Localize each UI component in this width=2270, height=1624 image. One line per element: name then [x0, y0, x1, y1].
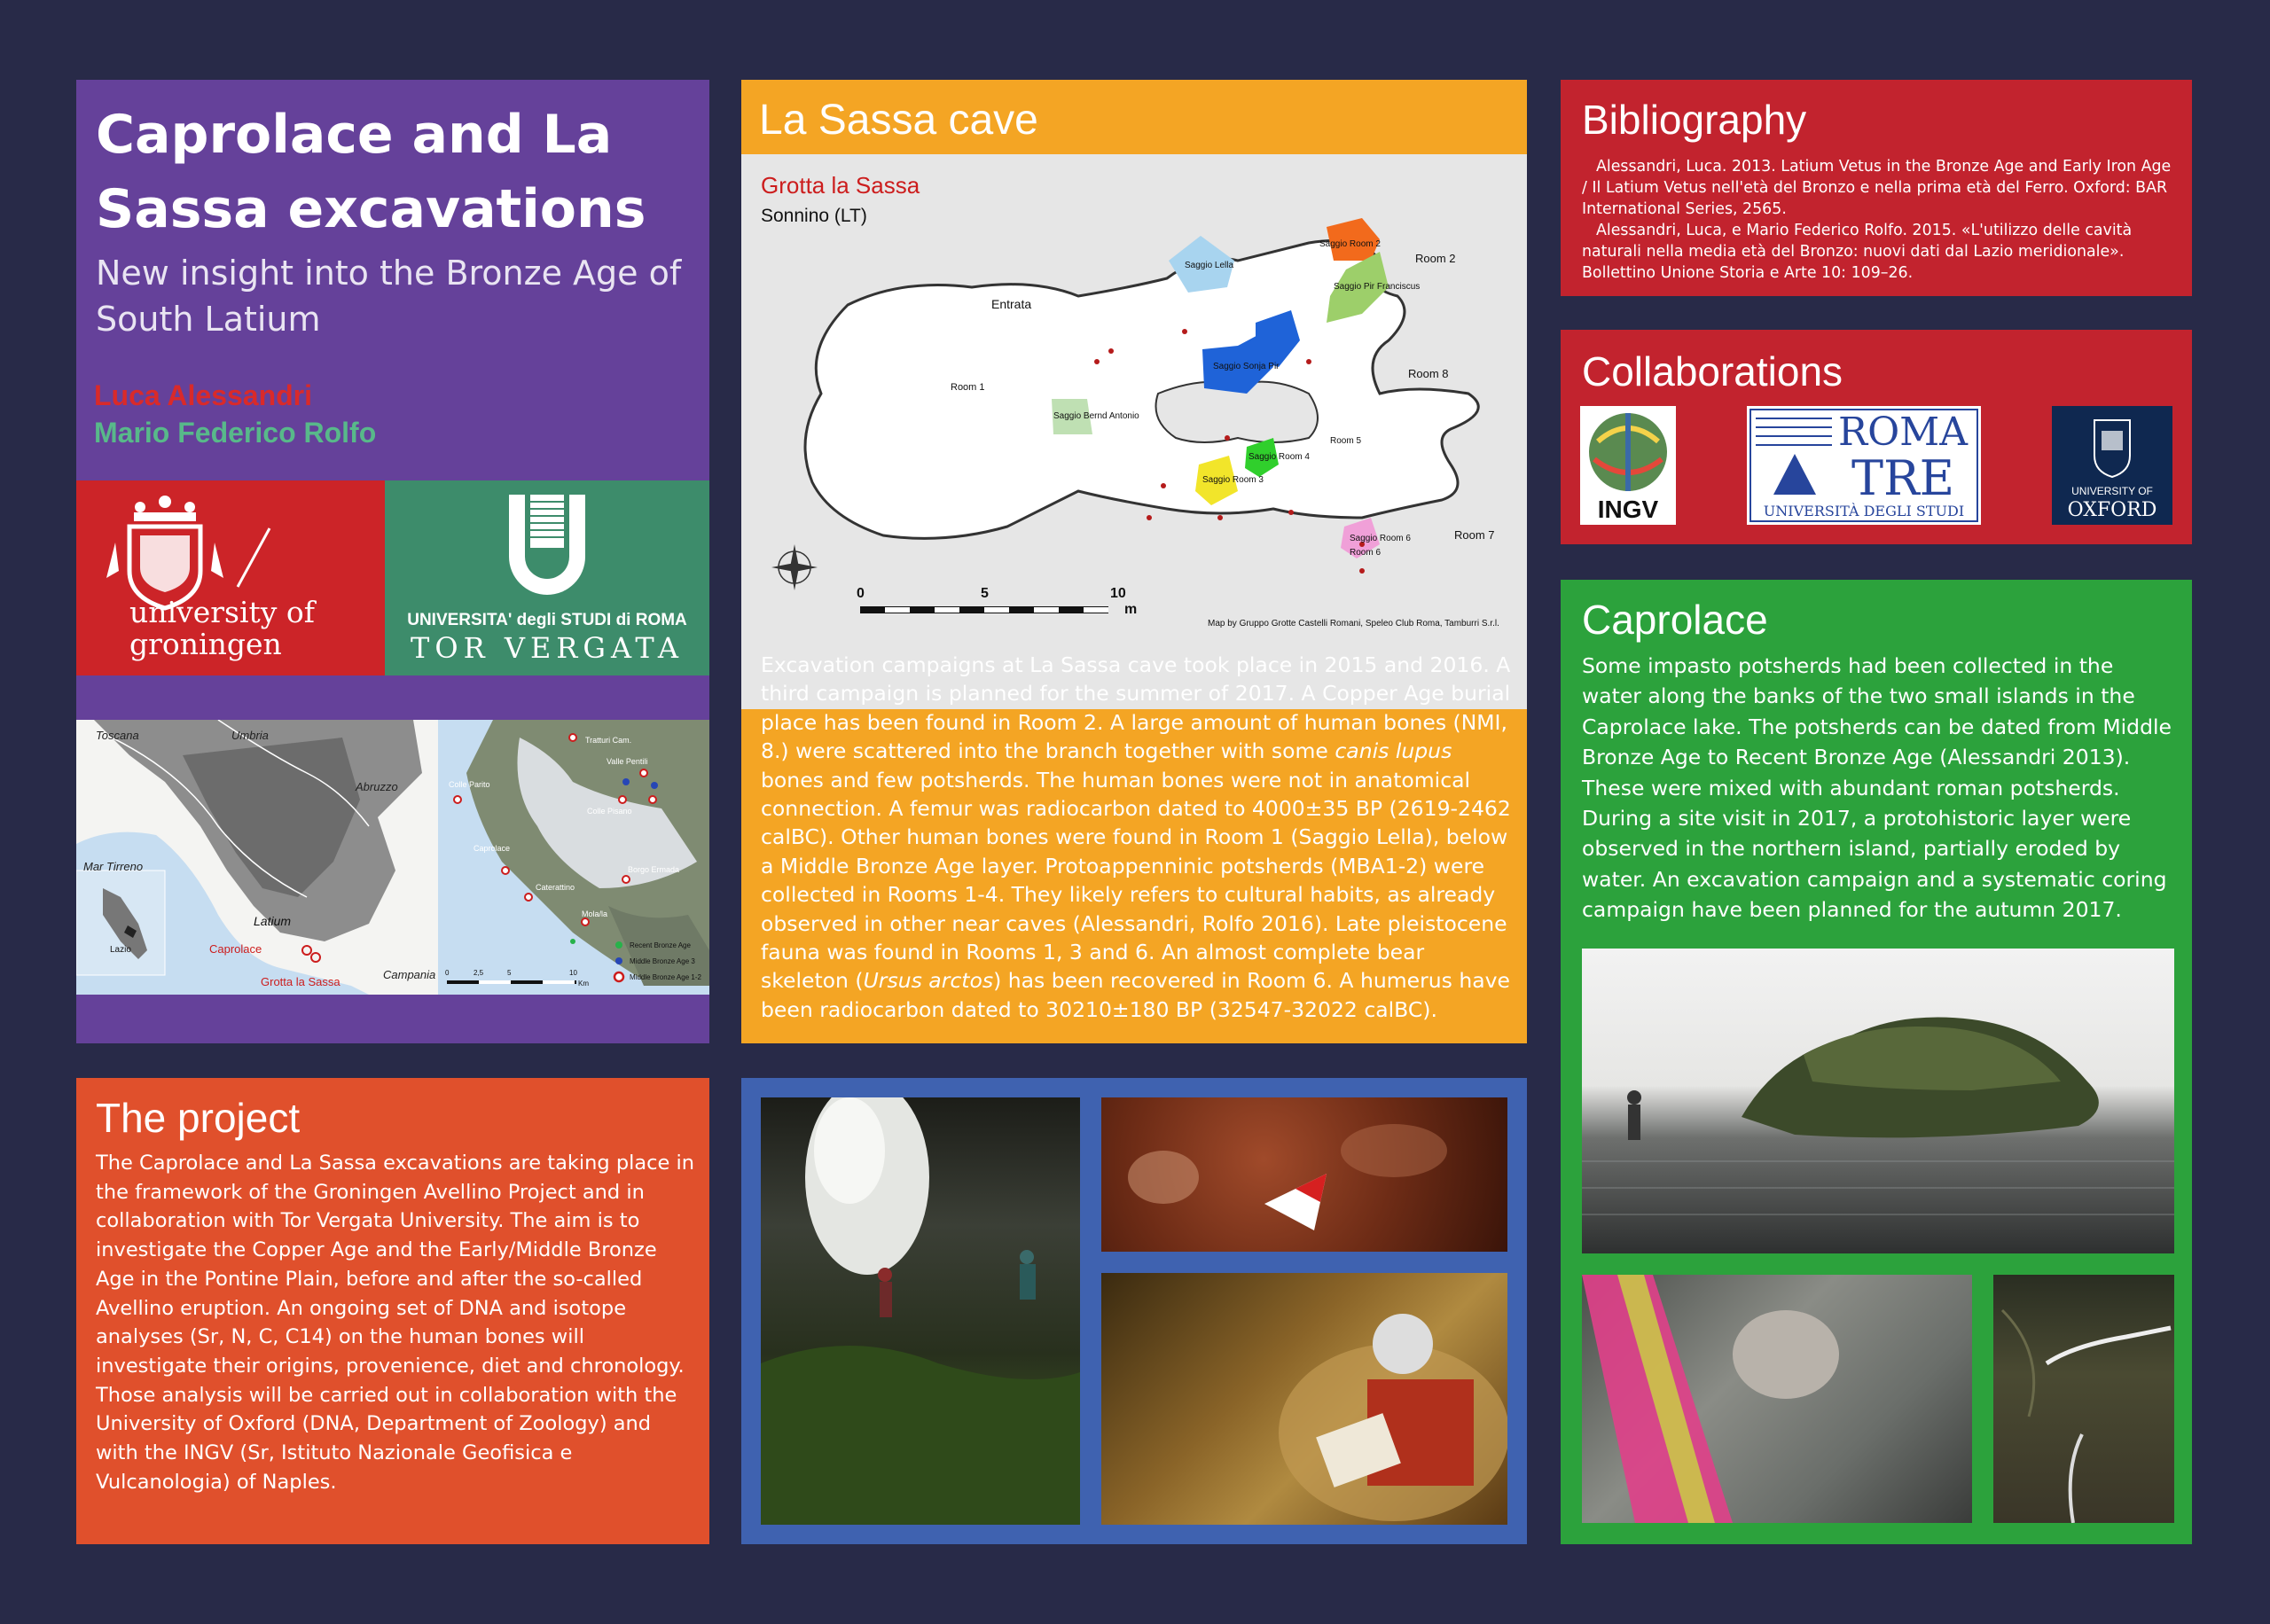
ingv-logo	[1580, 406, 1676, 525]
room-5-label: Room 5	[1330, 436, 1362, 446]
project-body-text: The Caprolace and La Sassa excavations are taking place in the framework of the Groningen Avellino Project and in collaboration with Tor Vergata University. The aim is to investigate the Copper Age and the Early/Middle Bronze Age in the Pontine Plain, before and after the so-called Avellino eruption. An ongoing set of DNA and isotope analyses (Sr, N, C, C14) on the human bones will investigate their origins, provenience, diet and chronology. Those analysis will be carried out in collaboration with the University of Oxford (DNA, Department of Zoology) and with the INGV (Sr, Istituto Nazionale Geofisica e Vulcanologia) of Naples.	[96, 1152, 695, 1494]
romatre-universita: UNIVERSITÀ DEGLI STUDI	[1763, 503, 1965, 519]
photo-speleologist	[1101, 1273, 1507, 1525]
map-place-caterattino: Caterattino	[536, 883, 575, 892]
sassa-text-3: ) has been recovered in Room 6. A humerus have been radiocarbon dated to 30210±180 BP (32547-32022 calBC).	[761, 968, 1511, 1022]
room-1-label: Room 1	[951, 382, 985, 393]
map-label-campania: Campania	[383, 968, 436, 981]
compass-rose-icon	[771, 544, 818, 590]
torvergata-logo	[385, 480, 709, 675]
map-label-toscana: Toscana	[96, 729, 139, 742]
romatre-logo	[1747, 406, 1981, 525]
caprolace-body-text: Some impasto potsherds had been collected in the water along the banks of the two small islands in the Caprolace lake. The potsherds can be dated from Middle Bronze Age to Recent Bronze Age (Alessandri 2013). These were mixed with abundant roman potsherds. During a site visit in 2017, a protohistoric layer were observed in the northern island, partially eroded by water. An excavation campaign and a systematic coring campaign have been planned for the autumn 2017.	[1582, 653, 2172, 923]
title-panel	[76, 80, 709, 1043]
scale-5: 5	[507, 969, 512, 977]
map-label-mar-tirreno: Mar Tirreno	[83, 860, 144, 873]
project-panel	[76, 1078, 709, 1544]
map-place-valle-pentili: Valle Pentili	[607, 757, 648, 766]
bibliography-title: Bibliography	[1582, 97, 1807, 143]
room-2-label: Room 2	[1415, 252, 1456, 265]
sassa-panel	[741, 80, 1527, 1043]
oxford-line2: OXFORD	[2067, 499, 2157, 521]
poster-title: Caprolace and La Sassa excavations	[96, 104, 646, 240]
legend-recent-bronze-age: Recent Bronze Age	[630, 941, 691, 949]
sassa-ursus-arctos: Ursus arctos	[863, 968, 994, 994]
groningen-logo	[76, 480, 385, 675]
photo-caprolace-island	[1582, 949, 2174, 1253]
map-place-tratturi: Tratturi Cam.	[585, 736, 632, 745]
legend-middle-bronze-age-1-2: Middle Bronze Age 1-2	[630, 973, 701, 981]
photo-caprolace-section	[1582, 1275, 1972, 1523]
sassa-title: La Sassa cave	[759, 97, 1038, 144]
map-place-colle-pisano: Colle Pisano	[587, 807, 632, 816]
poster-subtitle: New insight into the Bronze Age of South Latium	[96, 254, 682, 339]
bibliography-ref-1: Alessandri, Luca. 2013. Latium Vetus in the Bronze Age and Early Iron Age / Il Latium Vetus nell'età del Bronzo e nella prima età del Ferro. Oxford: BAR International Series, 2565.	[1582, 158, 2172, 218]
sassa-body-text	[761, 651, 1511, 1024]
map-label-lazio: Lazio	[110, 945, 131, 955]
sassa-canis-lupus: canis lupus	[1335, 738, 1452, 764]
saggio-pir-franciscus: Saggio Pir Franciscus	[1334, 282, 1421, 292]
author-2: Mario Federico Rolfo	[94, 417, 377, 449]
torvergata-tower-icon	[385, 480, 709, 675]
groningen-line1: university of	[129, 595, 315, 629]
sassa-text-2: bones and few potsherds. The human bones were not in anatomical connection. A femur was radiocarbon dated to 4000±35 BP (2619-2462 calBC). Other human bones were found in Room 1 (Saggio Lella), below a Middle Bronze Age layer. Protoappenninic potsherds (MBA1-2) were collected in Rooms 1-4. They likely refers to cultural habits, as already observed in other near caves (Alessandri, Rolfo 2016). Late pleistocene fauna was found in Rooms 1, 3 and 6. An almost complete bear skeleton (	[761, 767, 1511, 994]
room-8-label: Room 8	[1408, 367, 1449, 380]
photo-caprolace-bank	[1993, 1275, 2174, 1523]
romatre-tre: TRE	[1851, 450, 1955, 506]
map-label-caprolace: Caprolace	[209, 942, 262, 956]
oxford-line1: UNIVERSITY OF	[2071, 485, 2153, 497]
saggio-room4: Saggio Room 4	[1248, 452, 1310, 462]
map-place-borgo: Borgo Ermada	[628, 865, 680, 874]
scale-km: Km	[578, 980, 589, 988]
legend-middle-bronze-age-3: Middle Bronze Age 3	[630, 957, 695, 965]
ingv-text: INGV	[1597, 496, 1659, 523]
project-title: The project	[96, 1095, 301, 1141]
map-label-abruzzo: Abruzzo	[356, 780, 398, 793]
saggio-room3: Saggio Room 3	[1202, 475, 1264, 485]
cave-map-title: Grotta la Sassa	[761, 172, 920, 199]
cave-scale-m: m	[1124, 602, 1138, 617]
scale-2-5: 2,5	[474, 969, 484, 977]
saggio-room2: Saggio Room 2	[1319, 239, 1381, 249]
room-6-label: Room 6	[1350, 548, 1382, 558]
cave-scale-0: 0	[857, 586, 865, 601]
bibliography-ref-2: Alessandri, Luca, e Mario Federico Rolfo. 2015. «L'utilizzo delle cavità naturali nella media età del Bronzo: nuovi dati dal Lazio meridionale». Bollettino Unione Storia e Arte 10: 109–26.	[1582, 222, 2133, 282]
cave-scale-10: 10	[1110, 586, 1126, 601]
location-maps-svg	[76, 720, 709, 995]
map-place-caprolace: Caprolace	[474, 844, 511, 853]
collaborations-panel	[1561, 330, 2192, 544]
caprolace-panel	[1561, 580, 2192, 1544]
oxford-logo	[2052, 406, 2172, 525]
map-place-mola: Mola/la	[582, 910, 608, 918]
entrata-label: Entrata	[991, 297, 1032, 311]
photo-excavation-marker	[1101, 1097, 1507, 1252]
author-1: Luca Alessandri	[94, 379, 313, 411]
excavation-photos-panel	[741, 1078, 1527, 1544]
location-maps	[76, 720, 709, 995]
bibliography-list	[1582, 156, 2174, 284]
saggio-lella: Saggio Lella	[1185, 261, 1234, 270]
scale-10: 10	[569, 969, 577, 977]
groningen-line2: groningen	[129, 627, 282, 661]
photo-cave-entrance	[761, 1097, 1080, 1525]
saggio-room6: Saggio Room 6	[1350, 534, 1411, 543]
collaborations-title: Collaborations	[1582, 348, 1843, 394]
romatre-roma: ROMA	[1837, 410, 1969, 455]
map-label-latium: Latium	[254, 914, 292, 928]
bibliography-panel	[1561, 80, 2192, 296]
cave-map-credit: Map by Gruppo Grotte Castelli Romani, Speleo Club Roma, Tamburri S.r.l.	[1208, 619, 1499, 629]
scale-0: 0	[445, 969, 450, 977]
cave-map	[741, 154, 1527, 709]
saggio-bernd-antonio: Saggio Bernd Antonio	[1053, 411, 1139, 421]
map-label-umbria: Umbria	[231, 729, 269, 742]
cave-map-subtitle: Sonnino (LT)	[761, 206, 867, 226]
room-7-label: Room 7	[1454, 528, 1495, 542]
caprolace-title: Caprolace	[1582, 597, 1768, 643]
cave-map-svg	[741, 154, 1527, 633]
cave-scale-5: 5	[981, 586, 989, 601]
map-label-grotta-la-sassa: Grotta la Sassa	[261, 975, 340, 988]
groningen-shield-icon	[76, 480, 385, 675]
torvergata-line1: UNIVERSITA' degli STUDI di ROMA	[407, 611, 687, 629]
sassa-text-1: Excavation campaigns at La Sassa cave took place in 2015 and 2016. A third campaign is planned for the summer of 2017. A Copper Age burial place has been found in Room 2. A large amount of human bones (NMI, 8.) were scattered into the branch together with some	[761, 652, 1511, 764]
saggio-sonja-pir: Saggio Sonja Pir	[1213, 362, 1280, 371]
torvergata-line2: TOR VERGATA	[410, 631, 685, 665]
map-place-colle-parito: Colle Parito	[449, 780, 490, 789]
